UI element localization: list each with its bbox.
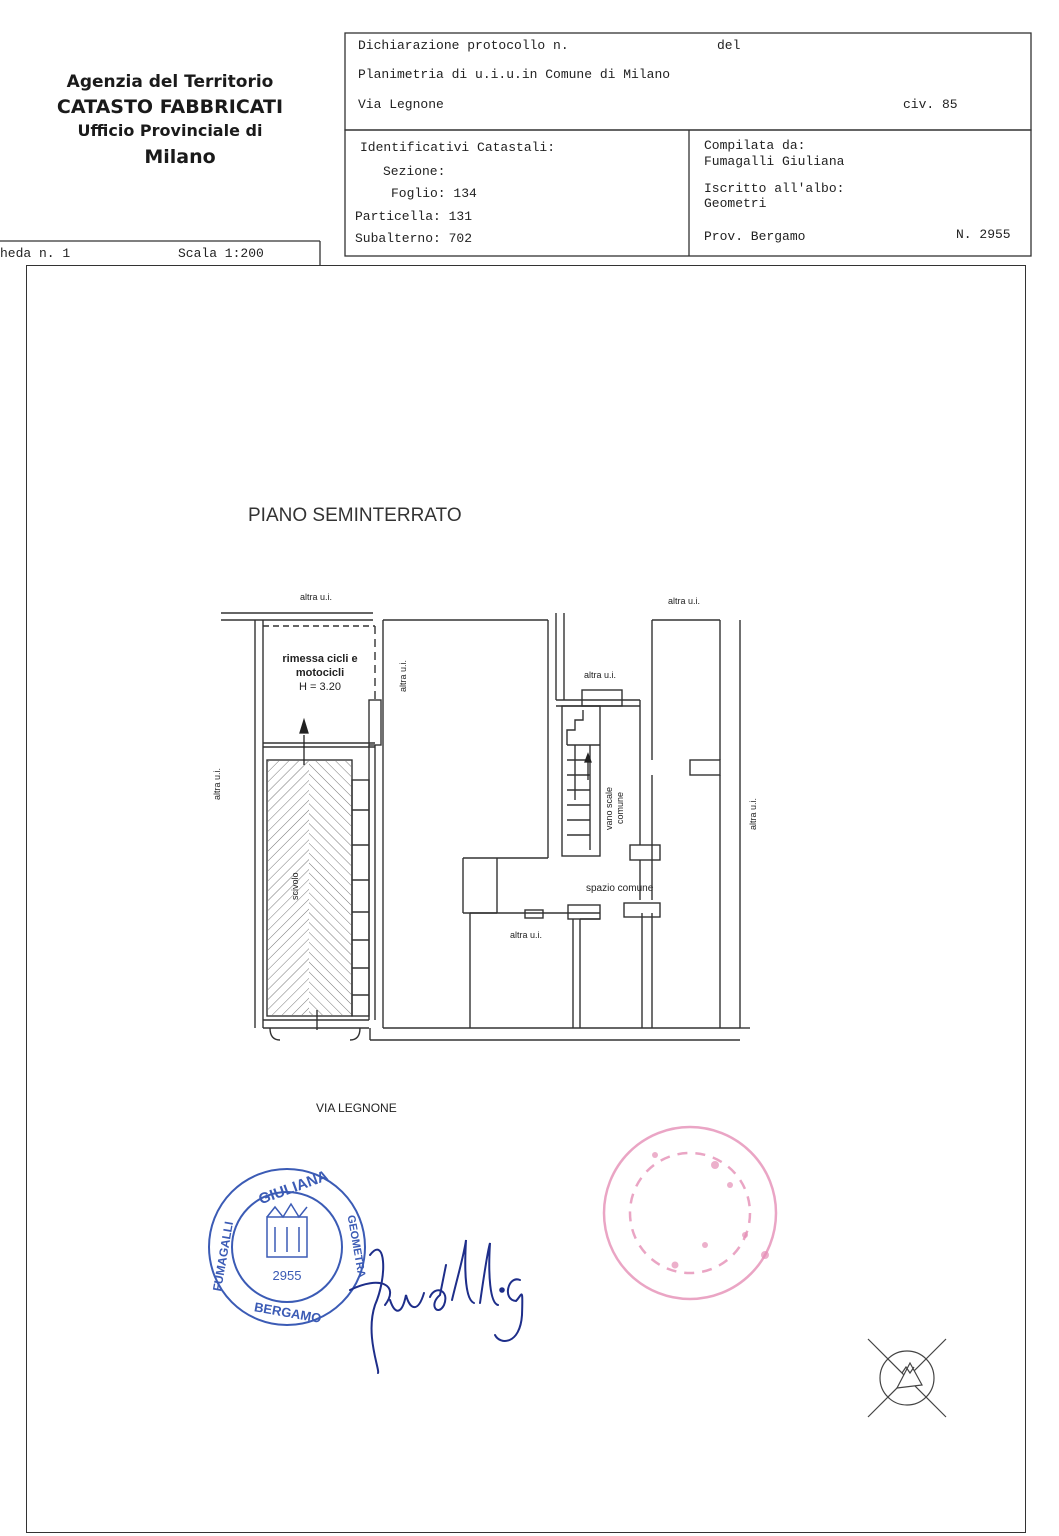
office-label: Ufficio Provinciale di bbox=[77, 121, 263, 140]
via-label: Via Legnone bbox=[358, 97, 444, 112]
subalterno-label: Subalterno: 702 bbox=[355, 231, 473, 246]
stamp-left-text: FUMAGALLI bbox=[210, 1220, 237, 1293]
label-altra-right: altra u.i. bbox=[748, 797, 758, 830]
stamp-top-text: GIULIANA bbox=[256, 1167, 331, 1209]
registration-number: N. 2955 bbox=[956, 227, 1011, 242]
north-arrow-icon bbox=[862, 1333, 952, 1423]
street-label: VIA LEGNONE bbox=[316, 1101, 397, 1115]
dichiarazione-label: Dichiarazione protocollo n. bbox=[358, 38, 569, 53]
stamp-bottom-text: BERGAMO bbox=[253, 1299, 323, 1326]
stamp-right-text: GEOMETRA bbox=[344, 1214, 368, 1279]
albo-value: Geometri bbox=[704, 196, 767, 211]
office-stamp bbox=[595, 1115, 790, 1315]
label-altra-bottom: altra u.i. bbox=[510, 930, 543, 940]
label-altra-stairs: altra u.i. bbox=[584, 670, 617, 680]
scale-label: Scala 1:200 bbox=[178, 246, 264, 261]
foglio-label: Foglio: 134 bbox=[391, 186, 477, 201]
compilata-label: Compilata da: bbox=[704, 138, 806, 153]
label-altra-left: altra u.i. bbox=[212, 767, 222, 800]
iscritto-label: Iscritto all'albo: bbox=[704, 181, 845, 196]
rimessa-line2: motocicli bbox=[295, 667, 345, 679]
stamp-number: 2955 bbox=[272, 1268, 302, 1283]
label-spazio-comune: spazio comune bbox=[586, 883, 654, 894]
room-height: H = 3.20 bbox=[299, 681, 341, 693]
particella-label: Particella: 131 bbox=[355, 209, 473, 224]
room-label-rimessa bbox=[270, 652, 370, 694]
label-vano-scale bbox=[604, 787, 626, 830]
del-label: del bbox=[717, 38, 741, 53]
plan-title: PIANO SEMINTERRATO bbox=[248, 505, 462, 526]
sezione-label: Sezione: bbox=[383, 164, 446, 179]
compiler-name: Fumagalli Giuliana bbox=[704, 154, 845, 169]
label-altra-mid: altra u.i. bbox=[398, 659, 408, 692]
identificativi-title: Identificativi Catastali: bbox=[360, 140, 556, 155]
rimessa-line1: rimessa cicli e bbox=[282, 653, 358, 665]
province-label: Prov. Bergamo bbox=[704, 229, 806, 244]
label-altra-top-left: altra u.i. bbox=[300, 592, 333, 602]
signature bbox=[340, 1195, 540, 1380]
office-city: Milano bbox=[144, 146, 216, 168]
vano-scale-line2: comune bbox=[615, 791, 625, 824]
label-altra-top-right: altra u.i. bbox=[668, 596, 701, 606]
catasto-title: CATASTO FABBRICATI bbox=[56, 96, 284, 118]
civico-label: civ. 85 bbox=[903, 97, 958, 112]
planimetria-label: Planimetria di u.i.u.in Comune di Milano bbox=[358, 67, 671, 82]
vano-scale-line1: vano scale bbox=[604, 786, 614, 830]
agency-name: Agenzia del Territorio bbox=[66, 72, 274, 92]
label-scivolo: scivolo bbox=[290, 872, 300, 900]
scheda-number: heda n. 1 bbox=[0, 246, 71, 261]
